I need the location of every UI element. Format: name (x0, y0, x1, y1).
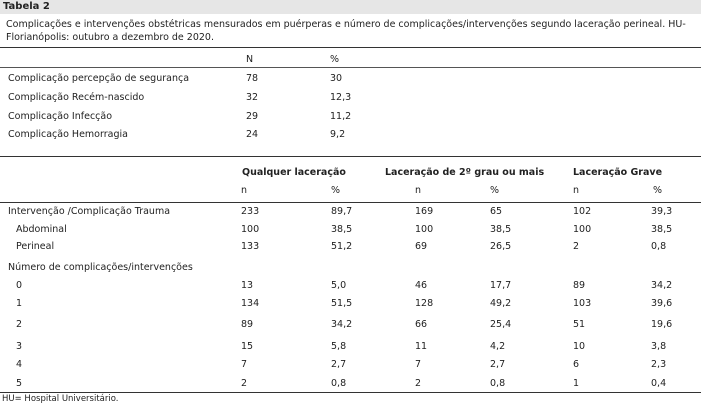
table2-row-value: 5,0 (331, 280, 347, 291)
table2-row-value: 2 (241, 378, 248, 389)
table2-row-label: 4 (16, 359, 23, 370)
table2-row-value: 7 (415, 359, 422, 370)
table2-row-value: 1 (573, 378, 580, 389)
table2-row-value: 7 (241, 359, 248, 370)
table-label: Tabela 2 (0, 0, 701, 14)
table2-row-label: Intervenção /Complicação Trauma (8, 206, 171, 217)
table1-row-pct: 11,2 (330, 111, 352, 122)
table2-row-value: 51,5 (331, 298, 353, 309)
table2-row-value: 49,2 (490, 298, 512, 309)
table2-row-value: 19,6 (651, 319, 673, 330)
table2-row-label: 0 (16, 280, 23, 291)
table2-row-value: 5,8 (331, 341, 347, 352)
table2-subheader: n (415, 185, 422, 196)
table2-row-value: 13 (241, 280, 254, 291)
table2-row-value: 39,6 (651, 298, 673, 309)
table2-row-label: Número de complicações/intervenções (8, 262, 193, 273)
table1-header-n: N (246, 54, 254, 65)
table2-row-value: 100 (415, 224, 434, 235)
table2-row-value: 128 (415, 298, 434, 309)
table2-subheader: % (653, 185, 663, 196)
table2-row-value: 69 (415, 241, 428, 252)
table2-row-value: 100 (241, 224, 260, 235)
table2-row-value: 38,5 (490, 224, 512, 235)
table2-row-value: 0,8 (331, 378, 347, 389)
table2-row-value: 134 (241, 298, 260, 309)
table1-row-pct: 9,2 (330, 129, 346, 140)
table2-row-value: 11 (415, 341, 428, 352)
table2-row-value: 100 (573, 224, 592, 235)
table1-row-n: 32 (246, 92, 259, 103)
table1-row-pct: 12,3 (330, 92, 352, 103)
table2-row-value: 133 (241, 241, 260, 252)
table1-row-label: Complicação Infecção (8, 111, 113, 122)
table2-top-rule (0, 156, 701, 157)
table2-row-value: 0,4 (651, 378, 667, 389)
table1-row-n: 24 (246, 129, 259, 140)
table2-group-any: Qualquer laceração (242, 167, 346, 178)
table2-row-value: 38,5 (331, 224, 353, 235)
table1-row-label: Complicação Recém-nascido (8, 92, 145, 103)
table2-row-value: 38,5 (651, 224, 673, 235)
table2-row-value: 0,8 (651, 241, 667, 252)
table1-row-n: 78 (246, 73, 259, 84)
table2-header-rule (0, 202, 701, 203)
table2-row-value: 89,7 (331, 206, 353, 217)
table2-row-value: 233 (241, 206, 260, 217)
table1-top-rule (0, 47, 701, 48)
table2-row-label: 2 (16, 319, 23, 330)
table1-row-label: Complicação percepção de segurança (8, 73, 190, 84)
table1-row-label: Complicação Hemorragia (8, 129, 128, 140)
table2-row-value: 26,5 (490, 241, 512, 252)
table2-row-value: 2 (573, 241, 580, 252)
table2-row-value: 102 (573, 206, 592, 217)
table-caption: Complicações e intervenções obstétricas mensurados em puérperas e número de complicações/intervenções segundo laceração perineal. HU-Florianópolis: outubro a dezembro de 2020. (6, 19, 686, 43)
table2-subheader: % (331, 185, 341, 196)
table2-row-value: 2,7 (490, 359, 506, 370)
table2-row-value: 3,8 (651, 341, 667, 352)
table2-row-value: 2,3 (651, 359, 667, 370)
table2-row-label: 3 (16, 341, 23, 352)
table-footnote: HU= Hospital Universitário. (2, 394, 119, 404)
table2-row-value: 17,7 (490, 280, 512, 291)
table1-row-pct: 30 (330, 73, 343, 84)
table2-row-value: 34,2 (651, 280, 673, 291)
table2-row-value: 0,8 (490, 378, 506, 389)
table2-row-label: 5 (16, 378, 23, 389)
table2-row-value: 89 (241, 319, 254, 330)
table2-subheader: n (573, 185, 580, 196)
table2-group-second-degree: Laceração de 2º grau ou mais (385, 167, 545, 178)
table2-row-value: 6 (573, 359, 580, 370)
table2-row-value: 10 (573, 341, 586, 352)
table2-group-severe: Laceração Grave (573, 167, 663, 178)
table2-row-value: 15 (241, 341, 254, 352)
table2-row-label: Abdominal (16, 224, 67, 235)
table2-row-value: 51 (573, 319, 586, 330)
table2-row-value: 103 (573, 298, 592, 309)
table1-header-rule (0, 67, 701, 68)
table2-row-value: 46 (415, 280, 428, 291)
table2-row-value: 2 (415, 378, 422, 389)
table1-row-n: 29 (246, 111, 259, 122)
table2-row-value: 89 (573, 280, 586, 291)
table2-subheader: n (241, 185, 248, 196)
table2-subheader: % (490, 185, 500, 196)
table2-row-label: 1 (16, 298, 23, 309)
table2-row-value: 65 (490, 206, 503, 217)
table2-row-value: 2,7 (331, 359, 347, 370)
table1-header-pct: % (330, 54, 340, 65)
table2-row-value: 25,4 (490, 319, 512, 330)
table2-row-value: 4,2 (490, 341, 506, 352)
table2-row-label: Perineal (16, 241, 55, 252)
table2-row-value: 51,2 (331, 241, 353, 252)
table2-row-value: 66 (415, 319, 428, 330)
table2-row-value: 34,2 (331, 319, 353, 330)
table2-row-value: 39,3 (651, 206, 673, 217)
table2-row-value: 169 (415, 206, 434, 217)
table-bottom-rule (0, 392, 701, 393)
